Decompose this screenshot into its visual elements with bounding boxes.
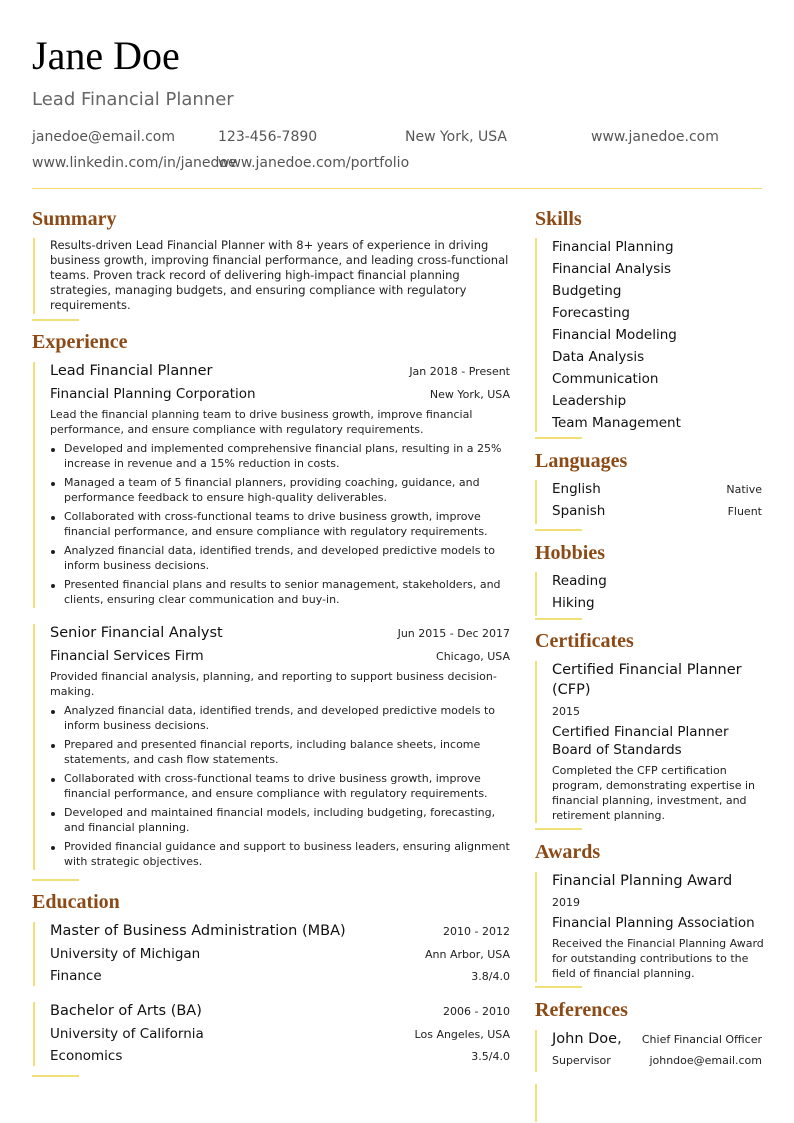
certificate-issuer-line-2: Board of Standards	[552, 742, 682, 758]
hobby-item: Hiking	[552, 595, 595, 611]
awards-heading: Awards	[535, 841, 601, 863]
job-1-title: Lead Financial Planner	[50, 363, 213, 379]
hobbies-heading: Hobbies	[535, 542, 606, 564]
experience-heading: Experience	[32, 331, 128, 353]
candidate-name: Jane Doe	[32, 33, 180, 78]
contact-portfolio[interactable]: www.janedoe.com/portfolio	[218, 155, 410, 171]
edu-1-field: Finance	[50, 968, 102, 984]
job-2-bullet-2: Prepared and presented financial reports, including balance sheets, income statements, and cash flow statements.	[64, 738, 481, 766]
job-1-bullet-1: Developed and implemented comprehensive financial plans, resulting in a 25% increase in revenue and a 15% reduction in costs.	[64, 442, 502, 470]
bullet-dot	[51, 584, 55, 588]
languages-heading: Languages	[535, 450, 628, 472]
job-1-company: Financial Planning Corporation	[50, 386, 256, 402]
languages-underline	[535, 529, 582, 531]
language-name: Spanish	[552, 503, 606, 519]
awards-underline	[535, 986, 582, 988]
contact-website[interactable]: www.janedoe.com	[591, 129, 719, 145]
language-level: Fluent	[727, 505, 762, 518]
skill-item: Data Analysis	[552, 349, 645, 365]
award-description: Received the Financial Planning Award for outstanding contributions to the field of financial planning.	[552, 937, 764, 980]
summary-accent-bar	[33, 238, 35, 314]
bullet-dot	[51, 448, 55, 452]
job-2-bullet-5: Provided financial guidance and support to business leaders, ensuring alignment with strategic objectives.	[64, 840, 510, 868]
hobbies-underline	[535, 618, 582, 620]
reference-relation: Supervisor	[552, 1054, 611, 1067]
candidate-title: Lead Financial Planner	[32, 89, 234, 110]
contact-email[interactable]: janedoe@email.com	[32, 129, 175, 145]
skill-item: Budgeting	[552, 283, 622, 299]
job-2-company: Financial Services Firm	[50, 648, 204, 664]
award-issuer: Financial Planning Association	[552, 915, 755, 931]
references-tail-bar	[535, 1084, 537, 1122]
job-2-dates: Jun 2015 - Dec 2017	[397, 627, 510, 640]
edu-2-gpa: 3.5/4.0	[471, 1050, 510, 1063]
reference-email[interactable]: johndoe@email.com	[649, 1054, 762, 1067]
contact-phone[interactable]: 123-456-7890	[218, 129, 318, 145]
edu-1-accent-bar	[33, 922, 35, 986]
language-level: Native	[726, 483, 762, 496]
reference-position: Chief Financial Officer	[641, 1033, 762, 1046]
edu-1-school: University of Michigan	[50, 946, 201, 962]
certificates-accent-bar	[535, 661, 537, 823]
edu-1-gpa: 3.8/4.0	[471, 970, 510, 983]
summary-underline	[32, 319, 79, 321]
references-heading: References	[535, 999, 628, 1021]
edu-1-degree: Master of Business Administration (MBA)	[50, 923, 346, 939]
job-1-location: New York, USA	[429, 388, 510, 401]
edu-2-field: Economics	[50, 1048, 123, 1064]
skill-item: Financial Analysis	[552, 261, 672, 277]
job-2-title: Senior Financial Analyst	[50, 625, 223, 641]
edu-2-school: University of California	[50, 1026, 204, 1042]
certificates-heading: Certificates	[535, 630, 634, 652]
skill-item: Forecasting	[552, 305, 631, 321]
certificate-name-line-2: (CFP)	[552, 682, 591, 698]
certificate-issuer-line-1: Certified Financial Planner	[552, 724, 729, 740]
bullet-dot	[51, 846, 55, 850]
reference-name: John Doe,	[552, 1031, 622, 1047]
job-2-accent-bar	[33, 624, 35, 870]
job-1-bullet-2: Managed a team of 5 financial planners, providing coaching, guidance, and performance feedback to ensure high-quality deliverables.	[64, 476, 480, 504]
hobbies-accent-bar	[535, 572, 537, 616]
education-heading: Education	[32, 891, 120, 913]
summary-text: Results-driven Lead Financial Planner with 8+ years of experience in driving business growth, improving financial performance, and leading cross-functional teams. Proven track record of delivering high-impact financial planning strategies, managing budgets, and ensuring compliance with regulatory requirements.	[50, 238, 509, 312]
experience-underline	[32, 879, 79, 881]
job-1-bullet-4: Analyzed financial data, identified trends, and developed predictive models to inform business decisions.	[64, 544, 495, 572]
edu-2-dates: 2006 - 2010	[443, 1005, 510, 1018]
job-2-bullet-1: Analyzed financial data, identified trends, and developed predictive models to inform business decisions.	[64, 704, 495, 732]
skills-underline	[535, 437, 582, 439]
languages-accent-bar	[535, 480, 537, 524]
job-2-bullet-3: Collaborated with cross-functional teams to drive business growth, improve financial performance, and ensure compliance with regulatory requirements.	[64, 772, 488, 800]
job-1-bullet-5: Presented financial plans and results to senior management, stakeholders, and clients, ensuring clear communication and buy-in.	[64, 578, 501, 606]
edu-2-degree: Bachelor of Arts (BA)	[50, 1003, 202, 1019]
bullet-dot	[51, 710, 55, 714]
bullet-dot	[51, 744, 55, 748]
skill-item: Financial Planning	[552, 239, 674, 255]
certificate-name-line-1: Certified Financial Planner	[552, 662, 742, 678]
skills-accent-bar	[535, 238, 537, 432]
edu-1-location: Ann Arbor, USA	[424, 948, 510, 961]
bullet-dot	[51, 516, 55, 520]
summary-heading: Summary	[32, 208, 117, 230]
skill-item: Leadership	[552, 393, 627, 409]
contact-location: New York, USA	[405, 129, 507, 145]
references-accent-bar	[535, 1030, 537, 1072]
certificate-year: 2015	[552, 705, 580, 718]
job-2-bullet-4: Developed and maintained financial models, including budgeting, forecasting, and financial planning.	[64, 806, 496, 834]
job-1-description: Lead the financial planning team to drive business growth, improve financial performance, and ensure compliance with regulatory requirements.	[50, 408, 473, 436]
contact-linkedin[interactable]: www.linkedin.com/in/janedoe	[32, 155, 237, 171]
job-2-description: Provided financial analysis, planning, and reporting to support business decision-making.	[50, 670, 497, 698]
awards-accent-bar	[535, 872, 537, 982]
certificates-underline	[535, 828, 582, 830]
job-2-location: Chicago, USA	[436, 650, 510, 663]
job-1-dates: Jan 2018 - Present	[409, 365, 510, 378]
skill-item: Communication	[552, 371, 659, 387]
job-1-bullet-3: Collaborated with cross-functional teams to drive business growth, improve financial performance, and ensure compliance with regulatory requirements.	[64, 510, 488, 538]
skills-heading: Skills	[535, 208, 582, 230]
hobby-item: Reading	[552, 573, 607, 589]
edu-2-accent-bar	[33, 1002, 35, 1066]
award-name: Financial Planning Award	[552, 873, 733, 889]
skill-item: Financial Modeling	[552, 327, 677, 343]
header-divider	[32, 188, 762, 189]
skill-item: Team Management	[552, 415, 681, 431]
education-underline	[32, 1075, 79, 1077]
edu-2-location: Los Angeles, USA	[414, 1028, 510, 1041]
language-name: English	[552, 481, 601, 497]
bullet-dot	[51, 550, 55, 554]
certificate-description: Completed the CFP certification program, demonstrating expertise in financial planning, investment, and retirement planning.	[552, 764, 755, 822]
edu-1-dates: 2010 - 2012	[443, 925, 510, 938]
bullet-dot	[51, 778, 55, 782]
bullet-dot	[51, 812, 55, 816]
award-year: 2019	[552, 896, 580, 909]
bullet-dot	[51, 482, 55, 486]
job-1-accent-bar	[33, 362, 35, 608]
